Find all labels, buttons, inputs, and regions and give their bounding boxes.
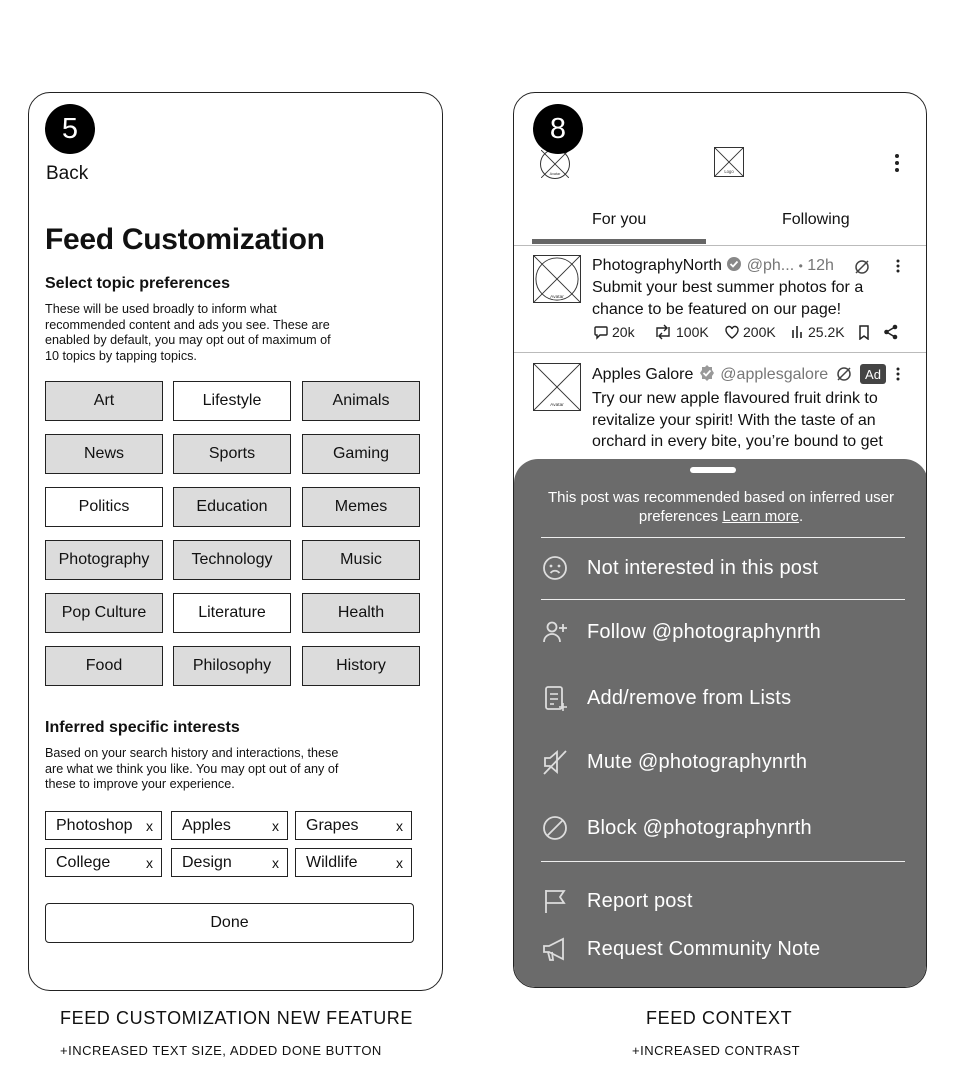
svg-text:Avatar: Avatar — [550, 403, 564, 409]
post-options-sheet — [514, 459, 927, 988]
list-icon — [541, 684, 569, 712]
interest-chip-photoshop — [45, 811, 162, 840]
author-handle: @applesgalore — [720, 366, 829, 383]
remove-interest-button[interactable]: x — [272, 817, 279, 834]
sheet-divider — [541, 861, 905, 862]
flag-icon — [541, 887, 569, 915]
topic-philosophy[interactable]: Philosophy — [173, 646, 291, 686]
report-item[interactable] — [514, 881, 927, 921]
interest-chip-apples — [171, 811, 288, 840]
step-number-badge: 8 — [533, 104, 583, 154]
mute-icon — [541, 748, 569, 776]
post-time: 12h — [807, 257, 834, 274]
topic-gaming[interactable]: Gaming — [302, 434, 420, 474]
svg-text:Logo: Logo — [724, 169, 734, 175]
back-button[interactable]: Back — [46, 163, 89, 184]
sheet-divider — [541, 599, 905, 600]
post-avatar[interactable] — [533, 255, 581, 303]
topics-heading: Select topic preferences — [45, 275, 230, 292]
recommendation-note: This post was recommended based on inferred user preferences Learn more. — [547, 489, 894, 525]
done-button[interactable]: Done — [45, 903, 414, 943]
remove-interest-button[interactable]: x — [272, 854, 279, 871]
menu-item-label: Mute @photographynrth — [587, 750, 808, 773]
recommendation-note-text: This post was recommended based on inferred user preferences — [547, 489, 894, 525]
remove-interest-button[interactable]: x — [396, 854, 403, 871]
remove-interest-button[interactable]: x — [396, 817, 403, 834]
post-header — [592, 364, 828, 384]
svg-text:Avatar: Avatar — [549, 172, 561, 177]
interests-heading: Inferred specific interests — [45, 719, 240, 736]
divider — [514, 245, 927, 246]
interest-chip-grapes — [295, 811, 412, 840]
post-more-icon[interactable] — [896, 367, 900, 386]
verified-business-icon — [698, 364, 716, 382]
reply-icon — [593, 324, 609, 340]
sheet-grabber[interactable] — [690, 467, 736, 473]
page-title: Feed Customization — [45, 223, 325, 256]
interest-chip-wildlife — [295, 848, 412, 877]
feed-customization-screen — [28, 92, 443, 991]
reply-count: 20k — [612, 324, 635, 340]
left-caption: FEED CUSTOMIZATION NEW FEATURE — [60, 1008, 414, 1028]
right-subcaption: +INCREASED CONTRAST — [632, 1043, 801, 1058]
topic-art[interactable]: Art — [45, 381, 163, 421]
interest-chip-design — [171, 848, 288, 877]
right-caption: FEED CONTEXT — [646, 1008, 793, 1028]
repost-stat[interactable] — [653, 324, 709, 340]
interest-label: Grapes — [306, 816, 359, 834]
bookmark-icon[interactable] — [858, 325, 870, 345]
community-note-item[interactable] — [514, 929, 927, 969]
svg-text:Avatar: Avatar — [550, 295, 564, 301]
divider — [514, 352, 927, 353]
topic-health[interactable]: Health — [302, 593, 420, 633]
topic-literature[interactable]: Literature — [173, 593, 291, 633]
menu-item-label: Not interested in this post — [587, 556, 819, 579]
interest-label: Wildlife — [306, 853, 358, 871]
interest-label: College — [56, 853, 111, 871]
step-number-badge: 5 — [45, 104, 95, 154]
logo — [714, 147, 744, 177]
interest-label: Design — [182, 853, 232, 871]
menu-item-label: Add/remove from Lists — [587, 686, 792, 709]
topic-news[interactable]: News — [45, 434, 163, 474]
mute-item[interactable] — [514, 742, 927, 782]
interests-description: Based on your search history and interactions, these are what we think you like. You may opt out of any of these to improve your experience. — [45, 746, 339, 791]
block-icon — [541, 814, 569, 842]
author-name[interactable]: PhotographyNorth — [592, 257, 722, 274]
follow-item[interactable] — [514, 612, 927, 652]
reply-stat[interactable] — [593, 324, 635, 340]
remove-interest-button[interactable]: x — [146, 817, 153, 834]
menu-item-label: Request Community Note — [587, 937, 821, 960]
topic-photography[interactable]: Photography — [45, 540, 163, 580]
topic-politics[interactable]: Politics — [45, 487, 163, 527]
interest-label: Apples — [182, 816, 231, 834]
megaphone-icon — [541, 935, 569, 963]
separator-dot: • — [798, 259, 803, 273]
topic-technology[interactable]: Technology — [173, 540, 291, 580]
post-header — [592, 256, 834, 275]
author-name[interactable]: Apples Galore — [592, 366, 694, 383]
tab-following[interactable]: Following — [782, 211, 850, 228]
learn-more-link[interactable]: Learn more — [722, 507, 799, 525]
interest-chip-college — [45, 848, 162, 877]
block-item[interactable] — [514, 808, 927, 848]
feed-context-screen — [513, 92, 927, 988]
share-icon[interactable] — [883, 324, 899, 345]
post-avatar[interactable] — [533, 363, 581, 411]
verified-icon — [726, 256, 742, 272]
view-count: 25.2K — [808, 324, 845, 340]
not-interested-item[interactable] — [514, 548, 927, 588]
topic-lifestyle[interactable]: Lifestyle — [173, 381, 291, 421]
more-options-icon[interactable] — [894, 153, 900, 173]
topics-description: These will be used broadly to inform what recommended content and ads you see. These are enabled by default, you may opt out of maximum of 10 topics by tapping topics. — [45, 302, 331, 363]
menu-item-label: Follow @photographynrth — [587, 620, 821, 643]
topic-sports[interactable]: Sports — [173, 434, 291, 474]
lists-item[interactable] — [514, 678, 927, 718]
post-text: Try our new apple flavoured fruit drink to revitalize your spirit! With the taste of an orchard in every bite, you’re bound to get — [592, 390, 883, 450]
ad-badge: Ad — [860, 364, 886, 384]
post-more-icon[interactable] — [896, 259, 900, 278]
menu-item-label: Block @photographynrth — [587, 816, 812, 839]
topic-history[interactable]: History — [302, 646, 420, 686]
like-stat[interactable] — [724, 324, 776, 340]
topic-pop-culture[interactable]: Pop Culture — [45, 593, 163, 633]
interest-label: Photoshop — [56, 816, 133, 834]
grok-icon[interactable] — [836, 366, 852, 387]
remove-interest-button[interactable]: x — [146, 854, 153, 871]
tab-for-you[interactable]: For you — [592, 211, 647, 228]
heart-icon — [724, 324, 740, 340]
topic-memes[interactable]: Memes — [302, 487, 420, 527]
topic-animals[interactable]: Animals — [302, 381, 420, 421]
views-stat[interactable] — [791, 324, 845, 340]
author-handle: @ph... — [746, 257, 795, 274]
analytics-icon — [791, 324, 805, 340]
add-user-icon — [541, 618, 569, 646]
topic-food[interactable]: Food — [45, 646, 163, 686]
sheet-divider — [541, 537, 905, 538]
active-tab-indicator — [532, 239, 706, 244]
topic-education[interactable]: Education — [173, 487, 291, 527]
like-count: 200K — [743, 324, 776, 340]
post-text: Submit your best summer photos for a chance to be featured on our page! — [592, 279, 864, 318]
left-subcaption: +INCREASED TEXT SIZE, ADDED DONE BUTTON — [60, 1043, 382, 1058]
menu-item-label: Report post — [587, 889, 693, 912]
repost-count: 100K — [676, 324, 709, 340]
sad-face-icon — [541, 554, 569, 582]
topic-music[interactable]: Music — [302, 540, 420, 580]
repost-icon — [653, 324, 673, 340]
